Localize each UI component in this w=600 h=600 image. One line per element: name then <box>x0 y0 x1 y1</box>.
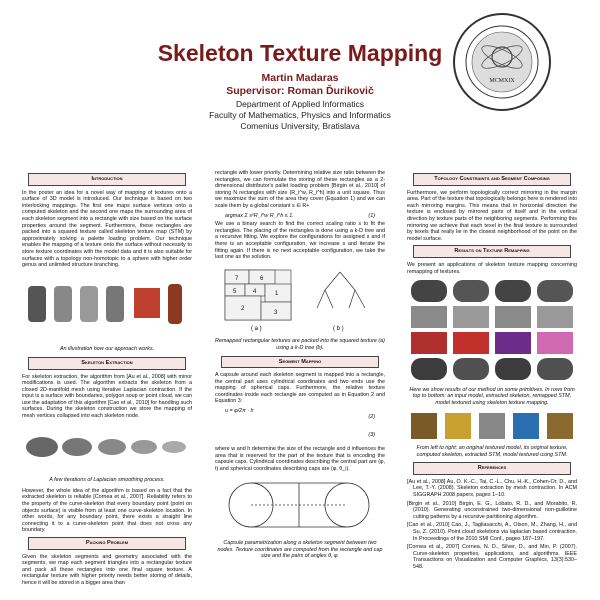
section-heading-segment: Segment Mapping <box>221 356 379 369</box>
packing-text-2: We use a binary search to find the correct scaling ratio s to fit the rectangles. The placing of the rectangles is done using a k-D tree and a recursive fitting. We explore the configurations for assigned s and if there is an acceptable configuration, we increase s and iterate the fitting again. If there is no next acceptable configuration, we take the last one as the solution. <box>215 221 385 261</box>
packing-text: Given the skeleton segments and geometry associated with the segments, we map each segment triangles into a rectangular texture and pack all these rectangles into one final square texture. A rectangular texture with higher priority needs better storing of details, hence it will be stored in a bigger area than <box>22 553 192 586</box>
skeleton-text: For skeleton extraction, the algorithm from [Au et al., 2008] with minor modifications is used. The algorithm extracts the skeleton from a closed 2D-manifold mesh using iterative Laplacian contraction. If the input is a surface with boundaries, polygon soup or point cloud, we can use the adaptation of this algorithm [Cao et al., 2010] for handling such surfaces. During the skeleton construction we store the mapping of mesh vertices collapsed into each skeleton node. <box>22 373 192 420</box>
intro-text: In the poster an idea for a novel way of mapping of textures onto a surface of 3D model is introduced. Our technique is based on two interlocking mappings. The first one maps surface vertices onto a computed skeleton and the second one maps the surrounding area of each skeleton segment into a rectangle with size based on the surface properties around the segment. Furthermore, these rectangles are packed into a squared texture called skeleton texture map (STM) by approximately solving a palette loading problem. Our technique enables the mapping of a texture onto the surface without necessity to store texture coordinates with the model data and it is also suitable for surfaces with a topology non-homotopic to a sphere with higher order genus and unlimited structure branching. <box>22 189 192 269</box>
packing-caption: Remapped rectangular textures are packed into the squared texture (a) using a k-D tree (b). <box>215 338 385 351</box>
packing-sub-b: ( b ) <box>333 325 344 332</box>
capsule-figure <box>215 475 385 535</box>
laplacian-caption: A few iterations of Laplacian smoothing process. <box>49 477 165 484</box>
pack-label-1: 1 <box>275 290 279 297</box>
section-heading-packing: Packing Problem <box>28 537 186 550</box>
reference-item: [Birgin et al., 2010] Birgin, E. G., Lobato, R. D., and Morabito, R. (2010). Generating unconstrained two-dimensional non-guillotine cutting patterns by a recursive partitioning algorithm. <box>407 500 577 520</box>
pack-label-5: 5 <box>233 288 237 295</box>
pack-label-2: 2 <box>241 305 245 312</box>
svg-text:MCMXIX: MCMXIX <box>489 78 515 84</box>
pack-label-3: 3 <box>274 309 278 316</box>
pack-label-4: 4 <box>253 288 257 295</box>
reference-item: [Au et al., 2008] Au, O. K.-C., Tai, C.-L., Chu, H.-K., Cohen-Or, D., and Lee, T.-Y. (2008). Skeleton extraction by mesh contraction. In ACM SIGGRAPH 2008 papers, pages 1–10. <box>407 478 577 499</box>
pack-label-6: 6 <box>260 275 264 282</box>
section-heading-references: References <box>413 462 571 475</box>
segment-text: A capsule around each skeleton segment is mapped into a rectangle, the central part uses cylindrical coordinates and two ends use the mapping of spherical caps. Furthermore, the relative texture coordinates inside each rectangle are computed as in Equation 2 and Equation 3: <box>215 372 385 405</box>
affiliation-university: Comenius University, Bratislava <box>240 121 360 131</box>
equation-1: argmax Σ s²R_i^w R_i^h ≤ 1. (1) <box>225 212 375 219</box>
results-grid-figure <box>407 278 577 382</box>
topology-text: Furthermore, we perform topologically correct mirroring in the margin area. Part of the texture that topologically belongs here is rendered into each mirroring margins. This means that in horizontal direction the texture is enclosed by mirrored parts of itself and in the vertical direction by texture parts of the neighboring segments. Performing this mirroring we achieve that each texel in the final texture is surrounded by texels that really lie in the closest neighborhood of the point on the model surface. <box>407 189 577 242</box>
reference-item: [Cao et al., 2010] Cao, J., Tagliasacchi, A., Olson, M., Zhang, H., and Su, Z. (2010). Point cloud skeletons via laplacian based contraction. In Proceedings of the 2010 SMI Conf., pages 187–197. <box>407 522 577 542</box>
intro-figure-caption: An illustration how our approach works. <box>59 346 155 353</box>
packing-text-continued: rectangle with lower priority. Determining relative size ratio between the rectangles, we can formulate the storing of these rectangles as a 2-dimensional distributor's pallet loading problem [Birgin et al., 2010] of storing N rectangles with size (R_i^w, R_i^h) into a unit square. Thus we maximize the sum of the area they cover (Equation 1) and we can scale them by a global constant s ∈ R+ <box>215 170 385 209</box>
column-left <box>22 170 192 590</box>
laplacian-figure <box>22 423 192 473</box>
segment-text-2: where w and h determine the size of the rectangle and d influences the area that is reserved for the part of the texture that is encoding the capsule caps. Cylindrical coordinates describing the central part are (φ, t) and spherical coordinates describing caps are (φ, θ_i). <box>215 446 385 472</box>
intro-figure <box>22 272 192 342</box>
affiliation-faculty: Faculty of Mathematics, Physics and Informatics <box>209 110 391 120</box>
equations-2-3: u = φ/2π · h (2) (3) <box>225 408 375 438</box>
poster-title: Skeleton Texture Mapping <box>157 40 443 66</box>
section-heading-introduction: Introduction <box>28 173 186 186</box>
column-middle <box>215 170 385 564</box>
results-caption: Here we show results of our method on some primitives. In rows from top to bottom: an input model, extracted skeleton, remapped STM, model textured using skeleton texture mapping. <box>409 386 575 406</box>
section-heading-skeleton: Skeleton Extraction <box>28 357 186 370</box>
skeleton-text-2: However, the whole idea of the algorithm is based on a fact that the extracted skeleton is reliable [Cornea et al., 2007]. Reliability refers to the property of the curve-skeleton that every boundary point (point on objects surface) is visible from at least one curve-skeleton location. In other words, for any boundary point, there exists a straight line connecting it to a curve-skeleton point that does not cross any boundary. <box>22 487 192 534</box>
results-text: We present an applications of skeleton texture mapping concerning remapping of textures. <box>407 261 577 275</box>
column-right <box>407 170 577 573</box>
reference-item: [Cornea et al., 2007] Cornea, N. D., Silver, D., and Min, P. (2007). Curve-skeleton properties, applications, and algorithms. IEEE Transactions on Visualization and Computer Graphics, 13(3):530–548. <box>407 544 577 570</box>
section-heading-results: Results on Texture Remapping <box>413 245 571 258</box>
results-caption-2: From left to right: an original textured model, its original texture, computed skeleton, extracted STM, model textured using STM. <box>416 445 568 458</box>
section-heading-topology: Topology Constraints and Segment Composing <box>413 173 571 186</box>
capsule-caption: Capsule parametrization along a skeleton segment between two nodes. Texture coordinates are computed from the rectangle and cap size and the pairs of angles θ, φ. <box>217 540 383 560</box>
packing-figure <box>215 264 385 334</box>
results-row-figure <box>407 411 577 441</box>
author: Martin Madaras <box>261 72 339 84</box>
supervisor: Supervisor: Roman Ďurikovič <box>226 85 374 97</box>
pack-label-7: 7 <box>235 275 239 282</box>
packing-sub-a: ( a ) <box>251 325 262 332</box>
university-seal-logo <box>452 12 552 112</box>
affiliation-dept: Department of Applied Informatics <box>235 99 365 109</box>
